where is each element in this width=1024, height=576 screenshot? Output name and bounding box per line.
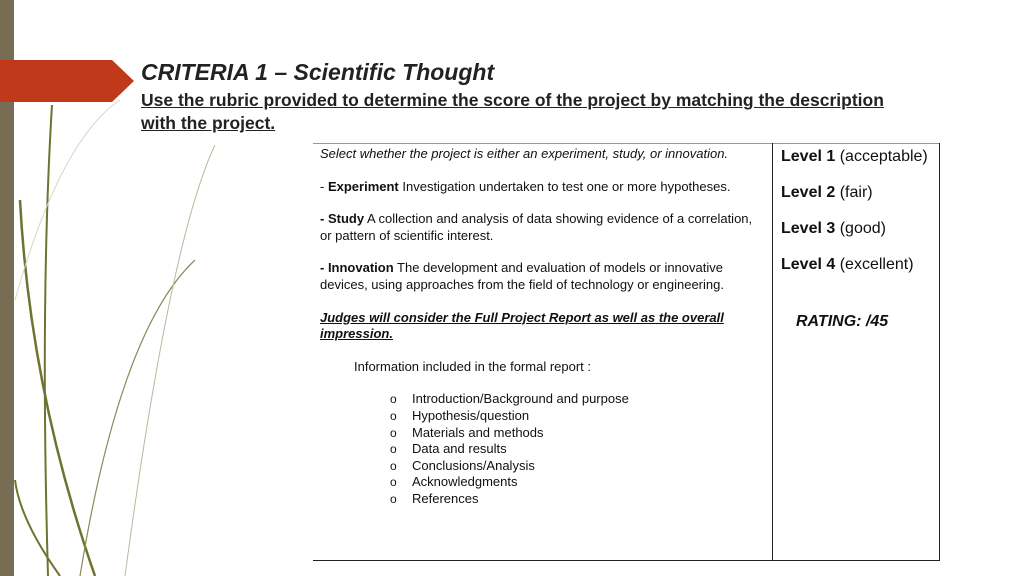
list-item: o Hypothesis/question bbox=[390, 408, 766, 425]
level-4: Level 4 (excellent) bbox=[781, 256, 914, 273]
study-definition: - Study A collection and analysis of data showing evidence of a correlation, or pattern of scientific interest. bbox=[320, 211, 753, 243]
report-items-list bbox=[320, 391, 766, 507]
judges-note: Judges will consider the Full Project Report as well as the overall impression. bbox=[320, 309, 724, 342]
list-item: o Materials and methods bbox=[390, 425, 766, 442]
rubric-intro: Select whether the project is either an experiment, study, or innovation. bbox=[320, 146, 729, 161]
level-2: Level 2 (fair) bbox=[781, 184, 873, 201]
report-heading: Information included in the formal report : bbox=[354, 358, 592, 374]
rubric-table bbox=[313, 143, 940, 561]
list-item: o Acknowledgments bbox=[390, 474, 766, 491]
level-3: Level 3 (good) bbox=[781, 220, 886, 237]
innovation-definition: - Innovation The development and evaluation of models or innovative devices, using approaches from the field of technology or engineering. bbox=[320, 260, 724, 292]
page-title: CRITERIA 1 – Scientific Thought bbox=[141, 59, 495, 85]
rubric-description-cell bbox=[313, 144, 773, 561]
level-1: Level 1 (acceptable) bbox=[781, 148, 928, 165]
rating-score: RATING: /45 bbox=[796, 313, 889, 330]
title-arrow-marker bbox=[0, 60, 134, 102]
rubric-levels-cell bbox=[773, 144, 940, 561]
list-item: o Introduction/Background and purpose bbox=[390, 391, 766, 408]
experiment-definition: - Experiment Investigation undertaken to test one or more hypotheses. bbox=[320, 178, 731, 194]
list-item: o Data and results bbox=[390, 441, 766, 458]
list-item: o References bbox=[390, 491, 766, 508]
list-item: o Conclusions/Analysis bbox=[390, 458, 766, 475]
page-subtitle: Use the rubric provided to determine the score of the project by matching the description with the project. bbox=[141, 90, 884, 133]
